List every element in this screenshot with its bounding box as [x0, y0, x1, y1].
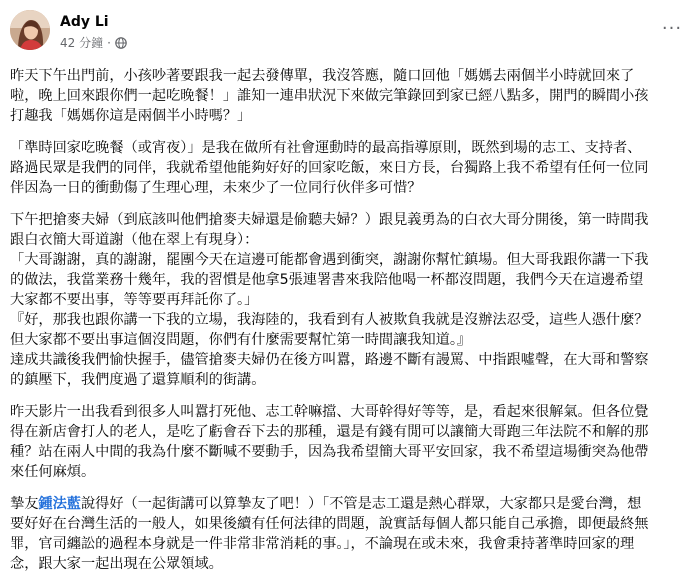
paragraph-line-text: 說得好（一起街講可以算摯友了吧！）「不管是志工還是熱心群眾，大家都只是愛台灣，想 [80, 496, 642, 512]
paragraph-line: 路過民眾是我們的同伴，我就希望他能夠好好的回家吃飯，來日方長，台獨路上我不希望有任何一位同 [10, 160, 649, 176]
paragraph-line: 種？站在兩人中間的我為什麼不斷喊不要動手，因為我希望簡大哥平安回家，我不希望這場衝突為他帶 [10, 444, 649, 460]
paragraph-line: 打趣我「媽媽你這是兩個半小時嗎？」 [10, 108, 252, 124]
paragraph-3 [10, 210, 686, 390]
paragraph-2 [10, 138, 686, 198]
paragraph-line: 跟白衣簡大哥道謝（他在翠上有現身）： [10, 232, 259, 248]
paragraph-line: 昨天下午出門前，小孩吵著要跟我一起去發傳單，我沒答應，隨口回他「媽媽去兩個半小時就回來了 [10, 68, 635, 84]
paragraph-5 [10, 494, 686, 574]
paragraph-line: 的做法，我當業務十幾年，我的習慣是他拿5張連署書來我陪他喝一杯都沒問題，我們今天在這邊希望 [10, 272, 644, 288]
paragraph-4 [10, 402, 686, 482]
more-options-icon[interactable]: ··· [661, 17, 683, 39]
avatar-image [10, 10, 50, 50]
paragraph-line: 得在新店會打人的老人，是吃了虧會吞下去的那種，還是有錢有閒可以讓簡大哥跑三年法院不和解的那 [10, 424, 649, 440]
paragraph-line: 下午把搶麥夫婦（到底該叫他們搶麥夫婦還是偷聽夫婦？）跟見義勇為的白衣大哥分開後，第一時間我 [10, 212, 649, 228]
paragraph-1 [10, 66, 686, 126]
paragraph-line: 大家都不要出事，等等要再拜託你了。」 [10, 292, 259, 308]
author-name[interactable]: Ady Li [60, 14, 109, 30]
paragraph-line: 念，跟大家一起出現在公眾領域。 [10, 556, 223, 572]
mention-link[interactable]: 鍾法藍 [38, 496, 81, 512]
post-meta [60, 34, 127, 51]
paragraph-line: 的鎮壓下，我們度過了還算順利的街講。 [10, 372, 266, 388]
paragraph-line: 來任何麻煩。 [10, 464, 96, 480]
paragraph-line: 罪，官司纏訟的過程本身就是一件非常非常消耗的事。」，不論現在或未來，我會秉持著準時回家的理 [10, 536, 635, 552]
meta-separator: · [107, 35, 111, 50]
post-time[interactable]: 42 分鐘 [60, 36, 104, 50]
globe-icon[interactable] [115, 37, 127, 49]
post-header [10, 10, 688, 54]
mention-prefix: 摯友 [10, 496, 39, 512]
paragraph-line: 達成共識後我們愉快握手，儘管搶麥夫婦仍在後方叫囂，路邊不斷有謾罵、中指跟噓聲，在大哥和警察 [10, 352, 649, 368]
profile-avatar[interactable] [10, 10, 50, 50]
paragraph-line: 但大家都不要出事這個沒問題，你們有什麼需要幫忙第一時間讓我知道。』 [10, 332, 472, 348]
paragraph-line: 「準時回家吃晚餐（或宵夜）」是我在做所有社會運動時的最高指導原則，既然到場的志工、支持者、 [10, 140, 642, 156]
paragraph-line: 伴因為一日的衝動傷了生理心理，未來少了一位同行伙伴多可惜？ [10, 180, 422, 196]
paragraph-line: 啦，晚上回來跟你們一起吃晚餐！」誰知一連串狀況下來做完筆錄回到家已經八點多，開門的瞬間小孩 [10, 88, 649, 104]
post-body [10, 66, 686, 586]
paragraph-line: 要好好在台灣生活的一般人，如果後續有任何法律的問題，說實話每個人都只能自己承擔，即便最終無 [10, 516, 649, 532]
paragraph-line: 昨天影片一出我看到很多人叫囂打死他、志工幹嘛擋、大哥幹得好等等，是，看起來很解氣。但各位覺 [10, 404, 649, 420]
paragraph-line: 「大哥謝謝，真的謝謝，罷團今天在這邊可能都會遇到衝突，謝謝你幫忙鎮場。但大哥我跟你講一下我 [10, 252, 649, 268]
paragraph-line [10, 494, 686, 514]
paragraph-line: 『好，那我也跟你講一下我的立場，我海陸的，我看到有人被欺負我就是沒辦法忍受，這些人憑什麼？ [10, 312, 649, 328]
